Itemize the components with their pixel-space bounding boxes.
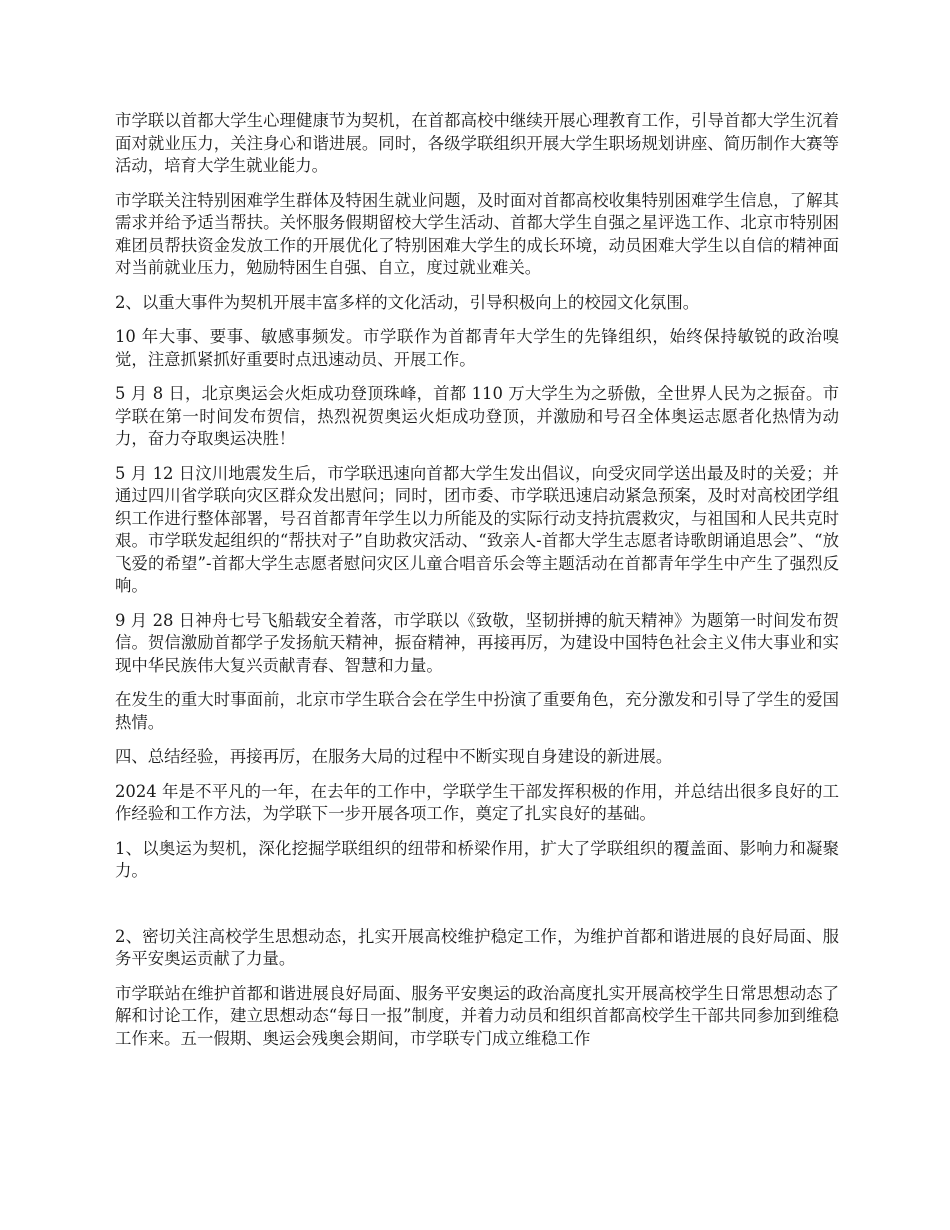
paragraph-hardship-students: 市学联关注特别困难学生群体及特困生就业问题，及时面对首都高校收集特别困难学生信息，了解其需求并给予适当帮扶。关怀服务假期留校大学生活动、首都大学生自强之星评选工作、北京市特别困难团员帮扶资金发放工作的开展优化了特别困难大学生的成长环境，动员困难大学生以自信的精神面对当前就业压力，勉励特困生自强、自立，度过就业难关。 <box>115 190 839 277</box>
paragraph-item-stability: 2、密切关注高校学生思想动态，扎实开展高校维护稳定工作，为维护首都和谐进展的良好局面、服务平安奥运贡献了力量。 <box>115 926 839 968</box>
paragraph-shenzhou-seven: 9 月 28 日神舟七号飞船载安全着落，市学联以《致敬，坚韧拼搏的航天精神》为题第一时间发布贺信。贺信激励首都学子发扬航天精神，振奋精神，再接再厉，为建设中国特色社会主义伟大事业和实现中华民族伟大复兴贡献青春、智慧和力量。 <box>115 610 839 675</box>
paragraph-major-events: 10 年大事、要事、敏感事频发。市学联作为首都青年大学生的先锋组织，始终保持敏锐的政治嗅觉，注意抓紧抓好重要时点迅速动员、开展工作。 <box>115 327 839 369</box>
paragraph-wenchuan-earthquake: 5 月 12 日汶川地震发生后，市学联迅速向首都大学生发出倡议，向受灾同学送出最及时的关爱；并通过四川省学联向灾区群众发出慰问；同时，团市委、市学联迅速启动紧急预案，及时对高校团学组织工作进行整体部署，号召首都青年学生以力所能及的实际行动支持抗震救灾，与祖国和人民共克时艰。市学联发起组织的“帮扶对子”自助救灾活动、“致亲人-首都大学生志愿者诗歌朗诵追思会”、“放飞爱的希望”-首都大学生志愿者慰问灾区儿童合唱音乐会等主题活动在首都青年学生中产生了强烈反响。 <box>115 463 839 595</box>
paragraph-stability-work: 市学联站在维护首都和谐进展良好局面、服务平安奥运的政治高度扎实开展高校学生日常思想动态了解和讨论工作，建立思想动态“每日一报”制度，并着力动员和组织首都高校学生干部共同参加到维稳工作来。五一假期、奥运会残奥会期间，市学联专门成立维稳工作 <box>115 983 839 1048</box>
paragraph-psych-health: 市学联以首都大学生心理健康节为契机，在首都高校中继续开展心理教育工作，引导首都大学生沉着面对就业压力，关注身心和谐进展。同时，各级学联组织开展大学生职场规划讲座、简历制作大赛等活动，培育大学生就业能力。 <box>115 111 839 175</box>
paragraph-year-review: 2024 年是不平凡的一年，在去年的工作中，学联学生干部发挥积极的作用，并总结出很多良好的工作经验和工作方法，为学联下一步开展各项工作，奠定了扎实良好的基础。 <box>115 781 839 823</box>
paragraph-heading-cultural-activities: 2、以重大事件为契机开展丰富多样的文化活动，引导积极向上的校园文化氛围。 <box>115 292 700 312</box>
document-body <box>115 110 839 1062</box>
paragraph-item-olympics: 1、以奥运为契机，深化挖掘学联组织的纽带和桥梁作用，扩大了学联组织的覆盖面、影响力和凝聚力。 <box>115 838 839 880</box>
paragraph-heading-summary: 四、总结经验，再接再厉，在服务大局的过程中不断实现自身建设的新进展。 <box>115 747 673 766</box>
paragraph-olympic-torch: 5 月 8 日，北京奥运会火炬成功登顶珠峰，首都 110 万大学生为之骄傲，全世界人民为之振奋。市学联在第一时间发布贺信，热烈祝贺奥运火炬成功登顶，并激励和号召全体奥运志愿者化热情为动力，奋力夺取奥运决胜！ <box>115 384 839 448</box>
paragraph-patriotism: 在发生的重大时事面前，北京市学生联合会在学生中扮演了重要角色，充分激发和引导了学生的爱国热情。 <box>115 690 839 732</box>
